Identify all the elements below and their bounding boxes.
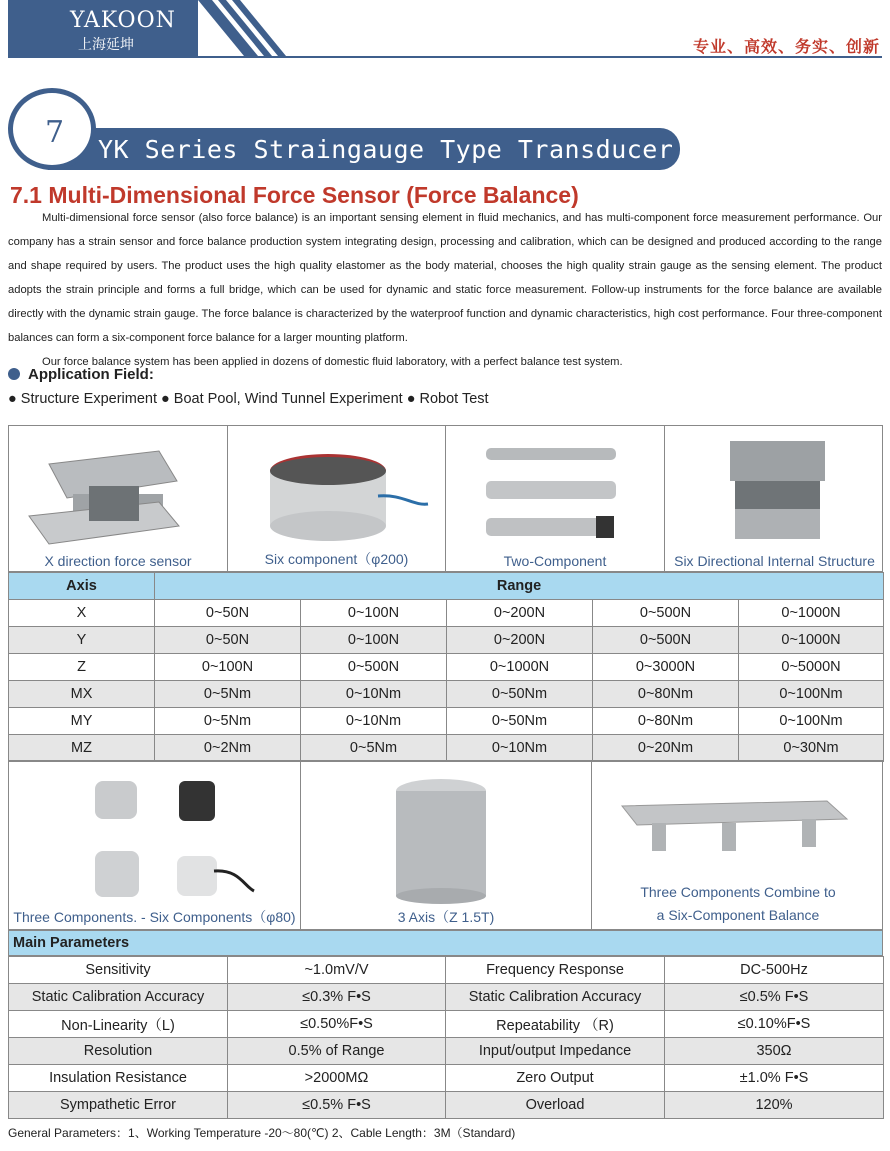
combined-balance-image bbox=[592, 761, 884, 881]
range-cell: 0~80Nm bbox=[593, 708, 739, 735]
photo-caption: X direction force sensor bbox=[44, 553, 192, 569]
photo-caption bbox=[592, 881, 884, 927]
range-cell: 0~100N bbox=[301, 600, 447, 627]
photo-caption: 3 Axis（Z 1.5T) bbox=[397, 909, 495, 925]
range-cell: 0~100N bbox=[301, 627, 447, 654]
range-cell: 0~80Nm bbox=[593, 681, 739, 708]
table-row bbox=[9, 627, 884, 654]
parameter-value-cell: ~1.0mV/V bbox=[228, 957, 446, 984]
parameter-name-cell: Input/output Impedance bbox=[446, 1038, 665, 1065]
application-heading-text: Application Field: bbox=[28, 366, 154, 383]
range-cell: 0~1000N bbox=[447, 654, 593, 681]
axis-cell: MZ bbox=[9, 735, 155, 762]
product-photo-x-direction bbox=[9, 426, 228, 571]
table-row bbox=[9, 708, 884, 735]
parameter-name-cell: Non-Linearity（L) bbox=[9, 1011, 228, 1038]
range-cell: 0~30Nm bbox=[739, 735, 884, 762]
chapter-title: YK Series Straingauge Type Transducer bbox=[98, 135, 674, 164]
bullet-icon bbox=[8, 368, 20, 380]
range-cell: 0~100Nm bbox=[739, 708, 884, 735]
range-cell: 0~500N bbox=[301, 654, 447, 681]
photo-caption: Three Components. - Six Components（φ80) bbox=[13, 909, 296, 925]
three-axis-sensor-image bbox=[301, 761, 592, 906]
photo-caption: Six Directional Internal Structure bbox=[674, 553, 875, 569]
range-cell: 0~10Nm bbox=[301, 708, 447, 735]
range-cell: 0~1000N bbox=[739, 627, 884, 654]
parameter-name-cell: Sympathetic Error bbox=[9, 1092, 228, 1119]
range-cell: 0~1000N bbox=[739, 600, 884, 627]
range-cell: 0~2Nm bbox=[155, 735, 301, 762]
application-items: ● Structure Experiment ● Boat Pool, Wind Tunnel Experiment ● Robot Test bbox=[8, 391, 489, 407]
photo-caption-line-1: Three Components Combine to bbox=[640, 884, 836, 900]
range-table bbox=[8, 572, 884, 762]
stripe-decoration-icon bbox=[198, 0, 293, 56]
chapter-number-badge bbox=[8, 88, 96, 170]
photo-caption: Two-Component bbox=[503, 553, 607, 569]
intro-paragraph-2: Our force balance system has been applied in dozens of domestic fluid laboratory, with a perfect balance test system. bbox=[42, 356, 623, 368]
internal-structure-image bbox=[665, 426, 884, 551]
range-cell: 0~20Nm bbox=[593, 735, 739, 762]
range-cell: 0~50Nm bbox=[447, 681, 593, 708]
axis-cell: MY bbox=[9, 708, 155, 735]
x-direction-sensor-image bbox=[9, 426, 228, 551]
parameter-name-cell: Frequency Response bbox=[446, 957, 665, 984]
product-photo-combined-balance bbox=[592, 761, 884, 929]
product-image-row-top bbox=[8, 425, 883, 572]
table-row bbox=[9, 1038, 884, 1065]
photo-caption: Six component（φ200) bbox=[264, 551, 409, 567]
page-header bbox=[0, 0, 890, 60]
intro-paragraph-1: Multi-dimensional force sensor (also force balance) is an important sensing element in fluid mechanics, and has multi-component force measurement performance. Our company has a strain sensor and force balance production system integrating design, processing and calibration, which can be designed and produced according to the range and shape required by users. The product uses the high quality elastomer as the body material, chooses the high quality strain gauge as the sensing element. The product adopts the strain principle and forms a full bridge, which can be used for dynamic and static force measurement. Follow-up instruments for the force balance are available directly with the dynamic strain gauge. The force balance is characterized by the waterproof function and dynamic characteristics, high cost performance. Four three-component balances can form a six-component force balance for a larger mounting platform. bbox=[8, 212, 882, 344]
parameter-value-cell: ≤0.3% F•S bbox=[228, 984, 446, 1011]
range-cell: 0~50Nm bbox=[447, 708, 593, 735]
three-six-component-image bbox=[9, 761, 301, 906]
axis-cell: Y bbox=[9, 627, 155, 654]
parameter-value-cell: ≤0.10%F•S bbox=[665, 1011, 884, 1038]
range-cell: 0~5Nm bbox=[155, 681, 301, 708]
parameter-name-cell: Static Calibration Accuracy bbox=[9, 984, 228, 1011]
product-photo-3-axis bbox=[301, 761, 592, 929]
axis-cell: X bbox=[9, 600, 155, 627]
table-row bbox=[9, 1092, 884, 1119]
parameter-name-cell: Repeatability （R) bbox=[446, 1011, 665, 1038]
range-cell: 0~10Nm bbox=[301, 681, 447, 708]
range-cell: 0~500N bbox=[593, 627, 739, 654]
range-cell: 0~5000N bbox=[739, 654, 884, 681]
range-cell: 0~100N bbox=[155, 654, 301, 681]
chapter-number: 7 bbox=[45, 115, 65, 150]
product-photo-internal-structure bbox=[665, 426, 884, 571]
parameter-name-cell: Resolution bbox=[9, 1038, 228, 1065]
range-cell: 0~10Nm bbox=[447, 735, 593, 762]
parameter-name-cell: Zero Output bbox=[446, 1065, 665, 1092]
slogan: 专业、高效、务实、创新 bbox=[692, 37, 880, 56]
range-cell: 0~100Nm bbox=[739, 681, 884, 708]
table-row bbox=[9, 1065, 884, 1092]
six-component-sensor-image bbox=[228, 426, 446, 551]
range-cell: 0~200N bbox=[447, 600, 593, 627]
product-image-row-bottom bbox=[8, 760, 883, 930]
chapter-banner bbox=[8, 84, 678, 174]
parameter-name-cell: Sensitivity bbox=[9, 957, 228, 984]
intro-text bbox=[8, 206, 882, 374]
range-cell: 0~50N bbox=[155, 600, 301, 627]
brand-subtitle: 上海延坤 bbox=[78, 36, 134, 52]
range-cell: 0~5Nm bbox=[155, 708, 301, 735]
parameter-value-cell: >2000MΩ bbox=[228, 1065, 446, 1092]
parameter-value-cell: 350Ω bbox=[665, 1038, 884, 1065]
range-cell: 0~5Nm bbox=[301, 735, 447, 762]
two-component-sensor-image bbox=[446, 426, 665, 551]
table-row bbox=[9, 681, 884, 708]
photo-caption-line-2: a Six-Component Balance bbox=[656, 907, 820, 923]
parameter-value-cell: 0.5% of Range bbox=[228, 1038, 446, 1065]
parameter-name-cell: Static Calibration Accuracy bbox=[446, 984, 665, 1011]
brand-name: YAKOON bbox=[70, 8, 176, 33]
parameter-value-cell: ≤0.5% F•S bbox=[228, 1092, 446, 1119]
product-photo-three-six-components bbox=[9, 761, 301, 929]
range-cell: 0~500N bbox=[593, 600, 739, 627]
section-title: 7.1 Multi-Dimensional Force Sensor (Force Balance) bbox=[10, 182, 579, 208]
range-cell: 0~50N bbox=[155, 627, 301, 654]
parameter-value-cell: 120% bbox=[665, 1092, 884, 1119]
general-parameters-note: General Parameters：1、Working Temperature -20～80(℃) 2、Cable Length：3M（Standard) bbox=[8, 1126, 516, 1140]
range-table-header bbox=[9, 573, 884, 600]
header-divider bbox=[8, 56, 882, 58]
axis-cell: MX bbox=[9, 681, 155, 708]
axis-cell: Z bbox=[9, 654, 155, 681]
table-row bbox=[9, 735, 884, 762]
table-row bbox=[9, 957, 884, 984]
product-photo-six-component bbox=[228, 426, 446, 571]
axis-column-header: Axis bbox=[9, 573, 155, 600]
parameter-value-cell: ±1.0% F•S bbox=[665, 1065, 884, 1092]
product-photo-two-component bbox=[446, 426, 665, 571]
main-parameters-heading: Main Parameters bbox=[8, 930, 883, 956]
parameters-table bbox=[8, 956, 884, 1119]
table-row bbox=[9, 654, 884, 681]
table-row bbox=[9, 1011, 884, 1038]
application-heading bbox=[8, 366, 154, 383]
parameter-name-cell: Insulation Resistance bbox=[9, 1065, 228, 1092]
parameter-value-cell: ≤0.5% F•S bbox=[665, 984, 884, 1011]
table-row bbox=[9, 984, 884, 1011]
parameter-value-cell: ≤0.50%F•S bbox=[228, 1011, 446, 1038]
range-cell: 0~3000N bbox=[593, 654, 739, 681]
range-column-header: Range bbox=[155, 573, 884, 600]
parameter-value-cell: DC-500Hz bbox=[665, 957, 884, 984]
brand-logo bbox=[8, 0, 220, 56]
table-row bbox=[9, 600, 884, 627]
parameter-name-cell: Overload bbox=[446, 1092, 665, 1119]
range-cell: 0~200N bbox=[447, 627, 593, 654]
